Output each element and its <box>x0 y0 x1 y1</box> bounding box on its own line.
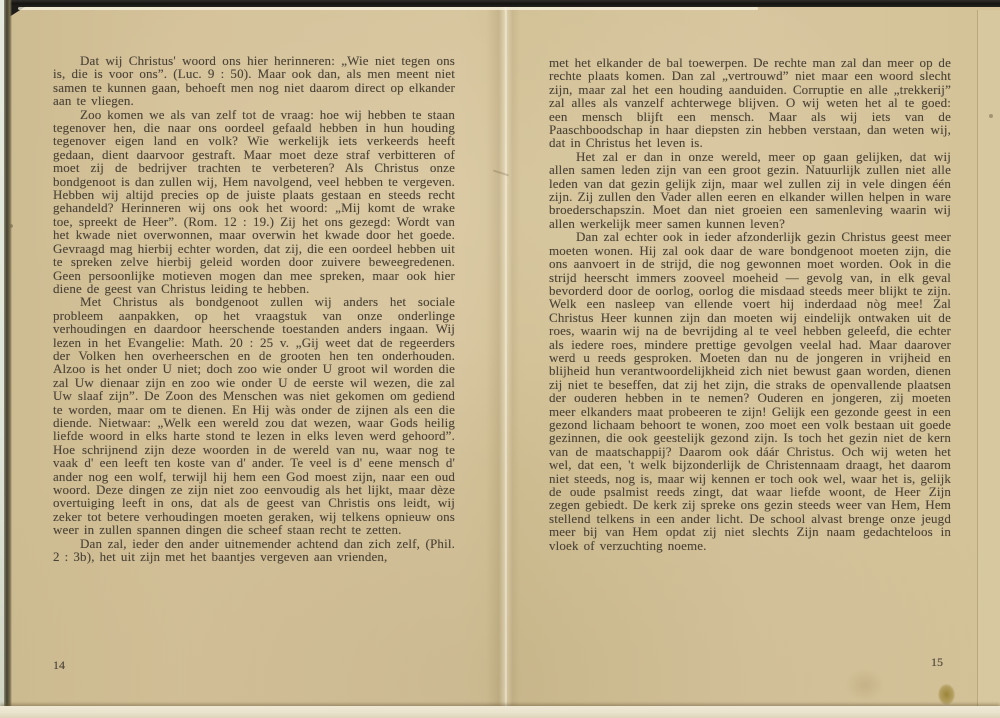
paragraph: Zoo komen we als van zelf tot de vraag: hoe wij hebben te staan tegenover hen, die naar ons oordeel gefaald hebben in hun houding tegenover eigen land en volk? Wie werkelijk iets verkeerds heeft gedaan, dient daarvoor gestraft. Maar moet deze straf verbitteren of moet zij de bedrijver trachten te verbeteren? Als Christus onze bondgenoot is dan zullen wij, Hem navolgend, veel hebben te vergeven. Hebben wij altijd precies op de juiste plaats gestaan en steeds recht gehandeld? Herinneren wij ons ook het woord: „Mij komt de wrake toe, spreekt de Heer”. (Rom. 12 : 19.) Zij het ons gezegd: Wordt van het kwade niet overwonnen, maar overwin het kwade door het goede. Gevraagd mag hierbij echter worden, dat zij, die een oordeel hebben uit te spreken zelve hierbij geleid worden door zuivere beweegredenen. Geen persoonlijke motieven mogen dan mee spreken, maar ook hier diene de geest van Christus leiding te hebben. <box>53 106 455 296</box>
paper-speck <box>989 114 993 118</box>
page-number-right: 15 <box>931 655 943 669</box>
page-top-edge-highlight <box>18 7 758 10</box>
scanner-edge-top <box>0 0 1000 7</box>
paragraph: Met Christus als bondgenoot zullen wij anders het sociale probleem aanpakken, op het vraagstuk van onze onderlinge verhoudingen en daardoor heerschende toestanden anders ingaan. Wij lezen in het Evangelie: Math. 20 : 25 v. „Gij weet dat de regeerders der Volken hen overheerschen en de grooten hen ten onderhouden. Alzoo is het onder U niet; doch zoo wie onder U groot wil worden die zal Uw dienaar zijn en zoo wie onder U de eerste wil wezen, die zal Uw slaaf zijn”. De Zoon des Menschen was niet gekomen om gediend te worden, maar om te dienen. En Hij wàs onder de zijnen als een die diende. Nietwaar: „Welk een wereld zou dat wezen, waar Gods heilig liefde woord in elks harte stond te lezen in elks leven werd gehoord”. Hoe schrijnend zijn deze woorden in de wereld van nu, waar nog te vaak d' een leeft ten koste van d' ander. Te veel is d' eene mensch d' ander nog een wolf, terwijl hij hem een God moest zijn, naar een oud woord. Deze dingen ze zijn niet zoo eenvoudig als het lijkt, maar dèze overtuiging leeft in ons, dat als de geest van Christis ons leidt, wij zeker tot betere verhoudingen moeten geraken, wij telkens opnieuw ons weer in zullen spannen dingen die scheef staan recht te zetten. <box>53 294 455 538</box>
paper-stain-faint <box>845 668 885 702</box>
paragraph: Dan zal echter ook in ieder afzonderlijk gezin Christus geest meer moeten wonen. Hij zal ook daar de ware bondgenoot moeten zijn, die ons aanvoert in de strijd, die nog gewonnen moet worden. Ook in die strijd heerscht immers zooveel moeheid — gevolg van, in elk geval bevorderd door de oorlog, oorlog die misdaad steeds meer blijkt te zijn. Welk een nasleep van ellende voert hij inderdaad nòg mee! Zal Christus Heer kunnen zijn dan moeten wij eindelijk ontwaken uit de roes, waarin wij na de bevrijding al te veel hebben geleefd, die echter als iedere roes, mindere prettige gevolgen veelal had. Maar daarover werd u reeds gesproken. Moeten dan nu de jongeren in vrijheid en blijheid hun verantwoordelijkheid zich niet bewust gaan worden, dienen zij niet te beseffen, dat zij het zijn, die straks de openvallende plaatsen der ouderen hebben in te nemen? Ouderen en jongeren, zij moeten meer elkanders maat probeeren te zijn! Gelijk een gezonde geest in een gezond lichaam behoort te wonen, zoo moet een volk bestaan uit goede gezinnen, die ook geestelijk gezond zijn. Is toch het gezin niet de kern van de maatschappij? Daarom ook dáár Christus. Och wij weten het wel, dat een, 't welk bijzonderlijk de Christennaam draagt, het daarom niet steeds, nog is, maar wij kennen er toch ook wel, waar het is, gelijk de oude psalmist reeds zingt, dat waar liefde woont, de Heer Zijn zegen gebiedt. De kerk zij spreke ons gezin steeds weer van Hem, Hem stellend telkens in een ander licht. De school alvast brenge onze jeugd meer bij van Hem opdat zij niet slechts Zijn naam gedachteloos in vloek of verzuchting noeme. <box>549 229 951 553</box>
paragraph: Dan zal, ieder den ander uitnemender achtend dan zich zelf, (Phil. 2 : 3b), het uit zijn met het baantjes vergeven aan vrienden, <box>53 535 455 565</box>
page-gutter <box>486 0 520 718</box>
gutter-crease <box>505 0 507 718</box>
page-edge-shadow-left <box>4 0 12 718</box>
page-number-left: 14 <box>53 658 65 672</box>
paragraph: met het elkander de bal toewerpen. De rechte man zal dan meer op de rechte plaats komen. Dan zal „vertrouwd” niet maar een woord slecht zijn, maar zal het een houding aanduiden. Corruptie en alle „trekkerij” zal alles als vanzelf achterwege blijven. O wij weten het al te goed: een mensch blijft een mensch. Maar als wij iets van de Paaschboodschap in haar diepsten zin hebben verstaan, dan weten wij, dat in Christus het leven is. <box>549 55 951 151</box>
paper-stain <box>938 684 955 705</box>
right-page-text-column <box>549 56 951 552</box>
left-page <box>53 0 455 718</box>
paragraph: Dat wij Christus' woord ons hier herinneren: „Wie niet tegen ons is, die is voor ons”. (Luc. 9 : 50). Maar ook dan, als men meent niet samen te kunnen gaan, behoeft men nog niet daarom direct op elkander aan te vliegen. <box>53 53 455 109</box>
paragraph: Het zal er dan in onze wereld, meer op gaan gelijken, dat wij allen samen leden zijn van een groot gezin. Natuurlijk zullen niet alle leden van dat gezin gelijk zijn, maar wel zullen zij in vele dingen één zijn. Zij zullen den Vader allen eeren en elkander willen helpen in ware broederschapszin. Moet dan niet groeien een samenleving waarin wij allen werkelijk meer samen kunnen leven? <box>549 148 951 231</box>
page-bottom-edge <box>0 706 1000 718</box>
left-page-text-column <box>53 54 455 563</box>
right-page <box>549 0 951 718</box>
